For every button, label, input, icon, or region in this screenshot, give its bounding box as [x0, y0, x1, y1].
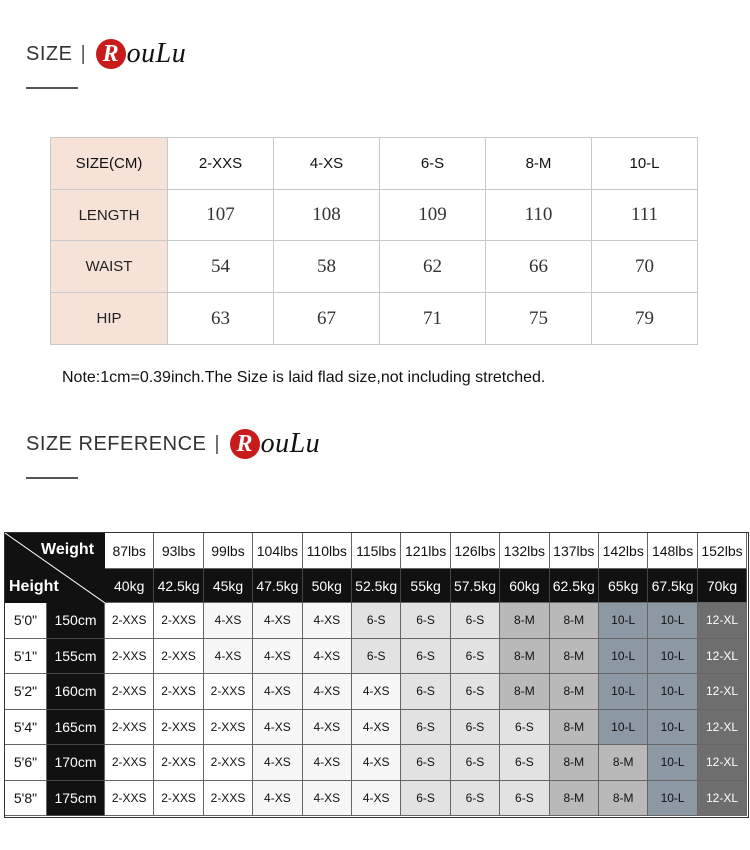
size-cell: 6-S — [451, 639, 500, 675]
size-cell: 10-L — [648, 781, 697, 817]
weight-kg-cell: 57.5kg — [451, 569, 500, 603]
weight-lbs-cell: 115lbs — [352, 533, 401, 569]
row-label: HIP — [51, 293, 168, 345]
size-cell: 6-S — [451, 745, 500, 781]
size-cell: 2-XXS — [154, 781, 203, 817]
size-cell: 2-XXS — [154, 639, 203, 675]
size-cell: 12-XL — [698, 639, 747, 675]
size-table-row-hip — [51, 293, 698, 345]
size-cell: 8-M — [599, 781, 648, 817]
size-col-head: 2-XXS — [168, 138, 274, 190]
header-underline — [26, 87, 78, 89]
size-header — [26, 38, 186, 70]
size-cell: 4-XS — [352, 745, 401, 781]
size-reference-header — [26, 428, 320, 460]
size-cell: 4-XS — [253, 710, 302, 746]
size-cell: 6-S — [401, 603, 450, 639]
measure-cell: 111 — [592, 190, 698, 241]
size-cell: 2-XXS — [204, 781, 253, 817]
height-cm-cell: 160cm — [47, 674, 105, 710]
weight-kg-cell: 47.5kg — [253, 569, 302, 603]
size-cell: 2-XXS — [105, 674, 154, 710]
size-reference-grid — [4, 532, 749, 818]
weight-lbs-cell: 152lbs — [698, 533, 747, 569]
size-cell: 2-XXS — [154, 745, 203, 781]
size-cell: 10-L — [648, 674, 697, 710]
size-cell: 4-XS — [303, 674, 352, 710]
weight-kg-cell: 65kg — [599, 569, 648, 603]
size-table-row-waist — [51, 241, 698, 293]
size-cell: 8-M — [500, 603, 549, 639]
weight-kg-cell: 62.5kg — [550, 569, 599, 603]
size-cell: 6-S — [401, 710, 450, 746]
size-cell: 12-XL — [698, 603, 747, 639]
size-cell: 10-L — [599, 603, 648, 639]
size-cell: 6-S — [401, 674, 450, 710]
size-cell: 6-S — [451, 710, 500, 746]
size-table-head-label: SIZE(CM) — [51, 138, 168, 190]
weight-kg-cell: 55kg — [401, 569, 450, 603]
measure-cell: 107 — [168, 190, 274, 241]
measure-cell: 71 — [380, 293, 486, 345]
measure-cell: 63 — [168, 293, 274, 345]
weight-lbs-cell: 93lbs — [154, 533, 203, 569]
size-col-head: 4-XS — [274, 138, 380, 190]
size-cell: 2-XXS — [154, 674, 203, 710]
brand-logo-text: ouLu — [126, 38, 187, 69]
header-separator: | — [214, 432, 220, 455]
row-label: LENGTH — [51, 190, 168, 241]
size-cell: 4-XS — [253, 674, 302, 710]
size-cell: 6-S — [451, 674, 500, 710]
size-cell: 2-XXS — [204, 674, 253, 710]
size-cell: 8-M — [550, 710, 599, 746]
weight-kg-cell: 42.5kg — [154, 569, 203, 603]
size-cell: 4-XS — [253, 639, 302, 675]
measure-cell: 54 — [168, 241, 274, 293]
size-cell: 8-M — [500, 674, 549, 710]
size-col-head: 6-S — [380, 138, 486, 190]
size-cell: 2-XXS — [105, 710, 154, 746]
size-cell: 4-XS — [303, 710, 352, 746]
brand-logo-text: ouLu — [260, 428, 321, 459]
size-cell: 4-XS — [204, 639, 253, 675]
measure-cell: 108 — [274, 190, 380, 241]
weight-lbs-cell: 126lbs — [451, 533, 500, 569]
size-cell: 4-XS — [204, 603, 253, 639]
size-cell: 8-M — [550, 603, 599, 639]
size-cell: 8-M — [550, 674, 599, 710]
measure-cell: 70 — [592, 241, 698, 293]
brand-logo — [230, 428, 321, 460]
size-cell: 2-XXS — [105, 639, 154, 675]
size-cell: 4-XS — [303, 781, 352, 817]
size-cell: 2-XXS — [204, 745, 253, 781]
size-cell: 8-M — [550, 639, 599, 675]
height-cm-cell: 175cm — [47, 781, 105, 817]
measure-cell: 110 — [486, 190, 592, 241]
size-cell: 12-XL — [698, 710, 747, 746]
size-col-head: 8-M — [486, 138, 592, 190]
size-cell: 8-M — [599, 745, 648, 781]
weight-kg-cell: 40kg — [105, 569, 154, 603]
weight-lbs-cell: 104lbs — [253, 533, 302, 569]
size-cell: 12-XL — [698, 674, 747, 710]
weight-lbs-cell: 142lbs — [599, 533, 648, 569]
size-cell: 2-XXS — [105, 745, 154, 781]
size-cell: 6-S — [352, 639, 401, 675]
size-cell: 4-XS — [303, 745, 352, 781]
size-cell: 8-M — [500, 639, 549, 675]
size-cell: 6-S — [500, 781, 549, 817]
brand-logo-mark: R — [230, 429, 260, 459]
header-underline — [26, 477, 78, 479]
height-label: Height — [9, 578, 59, 595]
size-cell: 10-L — [599, 674, 648, 710]
brand-logo-mark: R — [96, 39, 126, 69]
measure-cell: 75 — [486, 293, 592, 345]
size-cell: 2-XXS — [154, 710, 203, 746]
size-cell: 10-L — [648, 639, 697, 675]
size-cell: 10-L — [599, 710, 648, 746]
size-note: Note:1cm=0.39inch.The Size is laid flad size,not including stretched. — [62, 369, 546, 386]
weight-lbs-cell: 87lbs — [105, 533, 154, 569]
size-cell: 12-XL — [698, 781, 747, 817]
size-cell: 10-L — [599, 639, 648, 675]
size-cell: 6-S — [451, 603, 500, 639]
measure-cell: 62 — [380, 241, 486, 293]
height-ft-cell: 5'4" — [5, 710, 47, 746]
size-cell: 2-XXS — [204, 710, 253, 746]
size-cell: 6-S — [451, 781, 500, 817]
size-cell: 6-S — [500, 710, 549, 746]
measure-cell: 79 — [592, 293, 698, 345]
weight-kg-cell: 50kg — [303, 569, 352, 603]
grid-corner — [5, 533, 105, 603]
height-ft-cell: 5'2" — [5, 674, 47, 710]
size-cell: 4-XS — [253, 603, 302, 639]
height-ft-cell: 5'8" — [5, 781, 47, 817]
size-cell: 4-XS — [253, 745, 302, 781]
size-cell: 6-S — [401, 745, 450, 781]
weight-lbs-cell: 137lbs — [550, 533, 599, 569]
header-separator: | — [80, 42, 86, 65]
size-cell: 10-L — [648, 603, 697, 639]
size-cell: 6-S — [401, 781, 450, 817]
height-cm-cell: 165cm — [47, 710, 105, 746]
weight-kg-cell: 60kg — [500, 569, 549, 603]
height-ft-cell: 5'1" — [5, 639, 47, 675]
size-table-header-row — [51, 138, 698, 190]
size-cell: 6-S — [500, 745, 549, 781]
size-cell: 2-XXS — [154, 603, 203, 639]
measure-cell: 109 — [380, 190, 486, 241]
weight-lbs-cell: 148lbs — [648, 533, 697, 569]
height-cm-cell: 155cm — [47, 639, 105, 675]
size-cell: 4-XS — [303, 603, 352, 639]
size-cell: 6-S — [401, 639, 450, 675]
height-ft-cell: 5'6" — [5, 745, 47, 781]
weight-kg-cell: 45kg — [204, 569, 253, 603]
size-cell: 4-XS — [352, 781, 401, 817]
row-label: WAIST — [51, 241, 168, 293]
brand-logo — [96, 38, 187, 70]
size-cell: 2-XXS — [105, 781, 154, 817]
measure-cell: 58 — [274, 241, 380, 293]
weight-label: Weight — [41, 541, 95, 558]
size-table-row-length — [51, 190, 698, 241]
size-cell: 4-XS — [352, 710, 401, 746]
size-col-head: 10-L — [592, 138, 698, 190]
size-reference-title: SIZE REFERENCE — [26, 432, 207, 455]
size-table — [50, 137, 698, 345]
height-cm-cell: 170cm — [47, 745, 105, 781]
weight-lbs-cell: 121lbs — [401, 533, 450, 569]
size-cell: 4-XS — [253, 781, 302, 817]
size-cell: 12-XL — [698, 745, 747, 781]
height-ft-cell: 5'0" — [5, 603, 47, 639]
size-cell: 8-M — [550, 781, 599, 817]
size-header-title: SIZE — [26, 42, 73, 65]
weight-kg-cell: 70kg — [698, 569, 747, 603]
size-cell: 10-L — [648, 710, 697, 746]
height-cm-cell: 150cm — [47, 603, 105, 639]
weight-lbs-cell: 110lbs — [303, 533, 352, 569]
weight-lbs-cell: 132lbs — [500, 533, 549, 569]
weight-kg-cell: 67.5kg — [648, 569, 697, 603]
size-cell: 4-XS — [303, 639, 352, 675]
weight-kg-cell: 52.5kg — [352, 569, 401, 603]
size-cell: 6-S — [352, 603, 401, 639]
size-cell: 4-XS — [352, 674, 401, 710]
weight-lbs-cell: 99lbs — [204, 533, 253, 569]
size-cell: 10-L — [648, 745, 697, 781]
size-cell: 8-M — [550, 745, 599, 781]
size-cell: 2-XXS — [105, 603, 154, 639]
measure-cell: 66 — [486, 241, 592, 293]
measure-cell: 67 — [274, 293, 380, 345]
